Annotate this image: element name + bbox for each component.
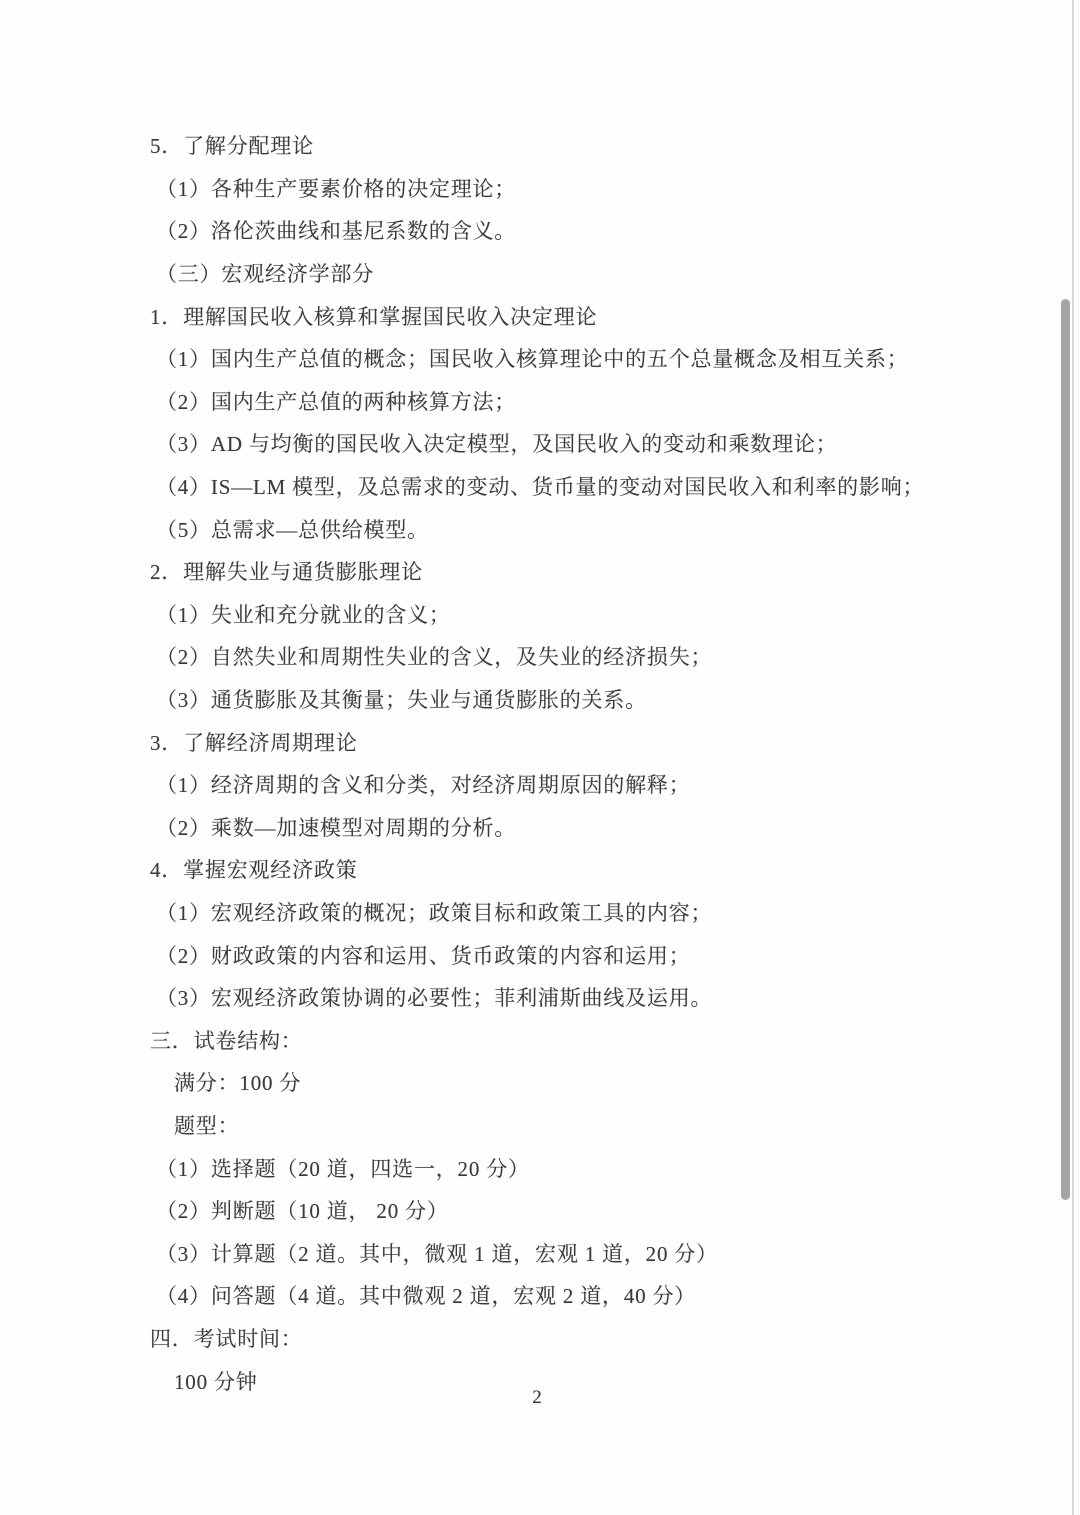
document-line bbox=[0, 678, 1040, 721]
document-line bbox=[0, 337, 1040, 380]
line-text: （2）自然失业和周期性失业的含义，及失业的经济损失； bbox=[156, 645, 713, 670]
line-text: 4．掌握宏观经济政策 bbox=[150, 858, 358, 883]
document-line bbox=[0, 806, 1040, 849]
line-text: 3．了解经济周期理论 bbox=[150, 730, 358, 755]
document-line bbox=[0, 763, 1040, 806]
document-line bbox=[0, 294, 1040, 337]
document-line bbox=[0, 848, 1040, 891]
document-line bbox=[0, 1018, 1040, 1061]
line-text: 100 分钟 bbox=[174, 1369, 258, 1394]
document-line bbox=[0, 380, 1040, 423]
document-line bbox=[0, 1231, 1040, 1274]
document-line bbox=[0, 933, 1040, 976]
line-text: （1）失业和充分就业的含义； bbox=[156, 602, 451, 627]
line-text: （4）IS—LM 模型，及总需求的变动、货币量的变动对国民收入和利率的影响； bbox=[156, 475, 925, 500]
document-line bbox=[0, 507, 1040, 550]
line-text: （1）经济周期的含义和分类，对经济周期原因的解释； bbox=[156, 773, 691, 798]
line-text: （3）AD 与均衡的国民收入决定模型，及国民收入的变动和乘数理论； bbox=[156, 432, 838, 457]
line-text: （三）宏观经济学部分 bbox=[156, 262, 374, 287]
line-text: （2）国内生产总值的两种核算方法； bbox=[156, 389, 517, 414]
line-text: （3）宏观经济政策协调的必要性；菲利浦斯曲线及运用。 bbox=[156, 986, 713, 1011]
document-line bbox=[0, 465, 1040, 508]
document-line bbox=[0, 1317, 1040, 1360]
document-line bbox=[0, 1146, 1040, 1189]
vertical-scrollbar-thumb[interactable] bbox=[1061, 299, 1070, 1200]
line-text: 题型： bbox=[174, 1113, 240, 1138]
line-text: （2）判断题（10 道， 20 分） bbox=[156, 1199, 449, 1224]
line-text: （5）总需求—总供给模型。 bbox=[156, 517, 429, 542]
document-line bbox=[0, 124, 1040, 167]
document-line bbox=[0, 976, 1040, 1019]
line-text: 四．考试时间： bbox=[150, 1326, 303, 1351]
document-line bbox=[0, 209, 1040, 252]
document-line bbox=[0, 1274, 1040, 1317]
line-text: 1．理解国民收入核算和掌握国民收入决定理论 bbox=[150, 304, 598, 329]
document-body bbox=[0, 124, 1040, 1402]
line-text: 三．试卷结构： bbox=[150, 1028, 303, 1053]
line-text: （1）宏观经济政策的概况；政策目标和政策工具的内容； bbox=[156, 900, 713, 925]
line-text: （3）通货膨胀及其衡量；失业与通货膨胀的关系。 bbox=[156, 688, 647, 713]
line-text: （1）选择题（20 道，四选一，20 分） bbox=[156, 1156, 530, 1181]
line-text: 满分：100 分 bbox=[174, 1071, 302, 1096]
line-text: （2）财政政策的内容和运用、货币政策的内容和运用； bbox=[156, 943, 691, 968]
line-text: 5．了解分配理论 bbox=[150, 134, 314, 159]
document-line bbox=[0, 593, 1040, 636]
line-text: 2．理解失业与通货膨胀理论 bbox=[150, 560, 423, 585]
line-text: （2）乘数—加速模型对周期的分析。 bbox=[156, 815, 517, 840]
line-text: （2）洛伦茨曲线和基尼系数的含义。 bbox=[156, 219, 517, 244]
page-edge-line bbox=[1072, 0, 1074, 1515]
document-line bbox=[0, 167, 1040, 210]
document-line bbox=[0, 1061, 1040, 1104]
document-line bbox=[0, 1104, 1040, 1147]
document-line bbox=[0, 635, 1040, 678]
line-text: （3）计算题（2 道。其中，微观 1 道，宏观 1 道，20 分） bbox=[156, 1241, 718, 1266]
document-line bbox=[0, 252, 1040, 295]
document-line bbox=[0, 1189, 1040, 1232]
document-line bbox=[0, 422, 1040, 465]
document-line bbox=[0, 550, 1040, 593]
line-text: （4）问答题（4 道。其中微观 2 道，宏观 2 道，40 分） bbox=[156, 1284, 697, 1309]
document-line bbox=[0, 720, 1040, 763]
line-text: （1）各种生产要素价格的决定理论； bbox=[156, 176, 517, 201]
document-line bbox=[0, 891, 1040, 934]
line-text: （1）国内生产总值的概念；国民收入核算理论中的五个总量概念及相互关系； bbox=[156, 347, 909, 372]
page-number: 2 bbox=[532, 1387, 542, 1408]
